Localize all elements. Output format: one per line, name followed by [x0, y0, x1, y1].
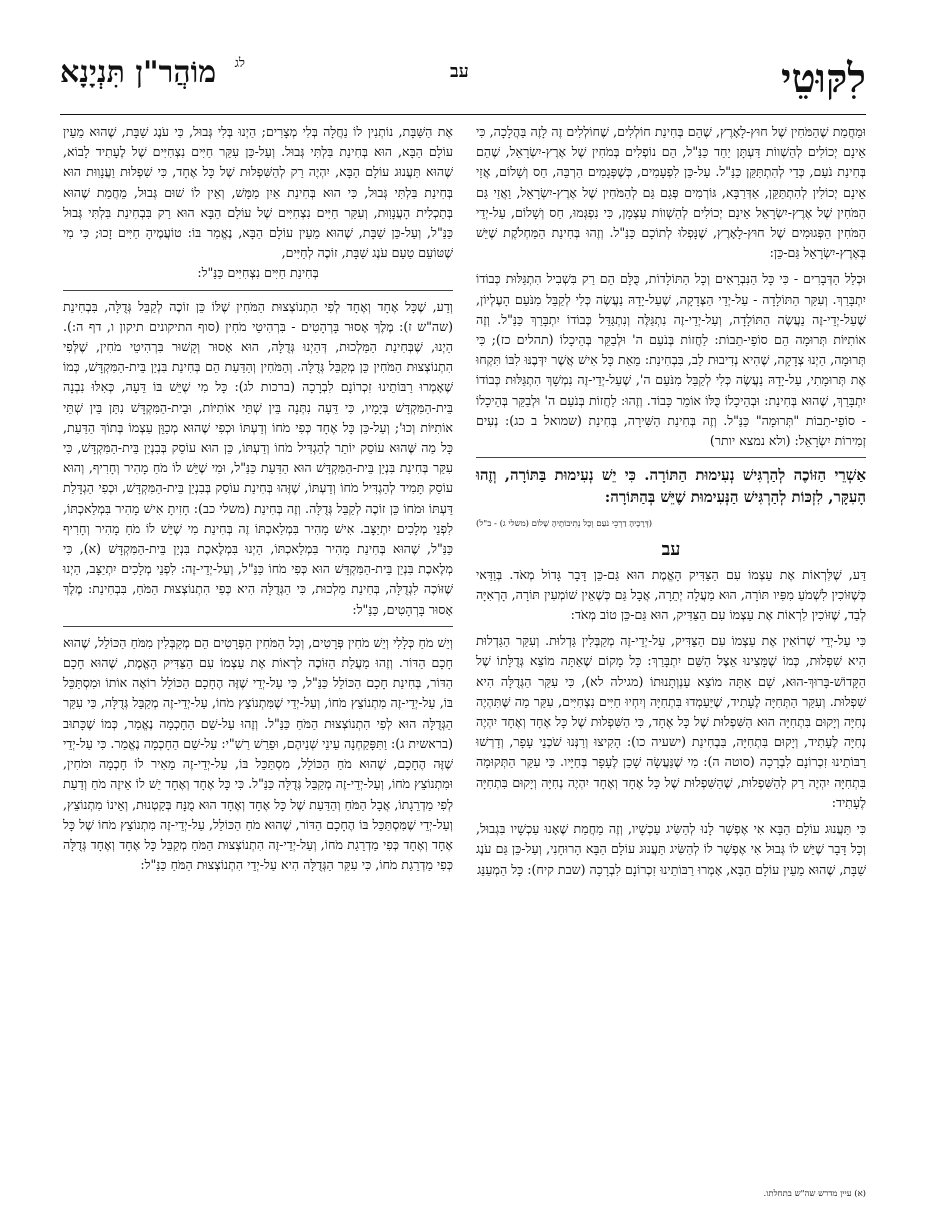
headline: אַשְׁרֵי הַזּוֹכֶה לְהַרְגִּישׁ נְעִימוּת הַתּוֹרָה. כִּי יֵשׁ נְעִימוּת בַּתּוֹרָה, וְזֶהוּ הָעִקָּר, לִזְכּוֹת לְהַרְגִּישׁ הַנְּעִימוּת שֶׁיֵּשׁ בְּהַתּוֹרָה: [476, 466, 866, 507]
left-column [63, 122, 453, 881]
page-header [60, 55, 866, 115]
right-column [476, 122, 866, 886]
header-rule [60, 114, 866, 115]
footnote: (א) עיין מדרש שה"ש בתחלתו. [763, 1189, 866, 1199]
book-title-right: לִקּוּטֵי [781, 55, 866, 102]
paragraph: אֶת הַשַּׁבָּת, נוֹתְנִין לוֹ נַחֲלָה בְּלִי מְצָרִים; הַיְנוּ בְּלִי גְּבוּל, כִּי עֹנֶג שַׁבָּת, שֶׁהוּא מֵעֵין עוֹלָם הַבָּא, הוּא בְּחִינַת בִּלְתִּי גְּבוּל. וְעַל-כֵּן עִקַּר חַיִּים נִצְחִיִּים שֶׁל לֶעָתִיד לָבוֹא, שֶׁהוּא תַּעֲנוּג עוֹלָם הַבָּא, יִהְיֶה רַק לְהַשִּׁפְלוּת שֶׁל כָּל אֶחָד, כִּי שִׁפְלוּת וַעֲנָוִוּת הוּא בְּחִינַת בִּלְתִּי גְּבוּל, כִּי הוּא בְּחִינַת אַיִן מַמָּשׁ, וְאֵין לוֹ שׁוּם גְּבוּל, מֵחֲמַת שֶׁהוּא בְּתַכְלִית הָעֲנָוִוּת, וְעִקַּר חַיִּים נִצְחִיִּים שֶׁל עוֹלָם הַבָּא הוּא רַק בִּבְחִינַת בִּלְתִּי גְּבוּל כַּנַּ"ל, וְעַל-כֵּן שַׁבָּת, שֶׁהוּא מֵעֵין עוֹלָם הַבָּא, נֶאֱמַר בּוֹ: טוֹעֲמֶיהָ חַיִּים זָכוּ; כִּי מִי שֶׁטּוֹעֵם טַעַם עֹנֶג שַׁבָּת, זוֹכֶה לְחַיִּים, [63, 124, 453, 261]
paragraph: וְדַע, שֶׁכָּל אֶחָד וְאֶחָד לְפִי הִתְנוֹצְצוּת הַמֹּחִין שֶׁלּוֹ כֵּן זוֹכֶה לְקַבֵּל גְּדֻלָּה, בִּבְחִינַת (שה"ש ז): מֶלֶךְ אָסוּר בָּרְהָטִים - בִּרְהִיטֵי מֹחִין (סוף התיקונים תיקון ו, דף ה:). הַיְנוּ, שֶׁבְּחִינַת הַמַּלְכוּת, דְּהַיְנוּ גְּדֻלָּה, הוּא אָסוּר וְקָשׁוּר בִּרְהִיטֵי מֹחִין, שֶׁלְּפִי הִתְנוֹצְצוּת הַמֹּחִין כֵּן מְקַבֵּל גְּדֻלָּה. וְהַמֹּחִין וְהַדַּעַת הֵם בְּחִינַת בִּנְיַן בֵּית-הַמִּקְדָּשׁ, כְּמוֹ שֶׁאָמְרוּ רַבּוֹתֵינוּ זִכְרוֹנָם לִבְרָכָה (ברכות לג): כָּל מִי שֶׁיֵּשׁ בּוֹ דֵּעָה, כְּאִלּוּ נִבְנָה בֵּית-הַמִּקְדָּשׁ בְּיָמָיו, כִּי דֵּעָה נִתְּנָה בֵּין שְׁתֵּי אוֹתִיּוֹת, וּבֵית-הַמִּקְדָּשׁ נִתַּן בֵּין שְׁתֵּי אוֹתִיּוֹת וְכוּ'; וְעַל-כֵּן כָּל אֶחָד כְּפִי מֹחוֹ וְדַעְתּוֹ וּכְפִי שֶׁהוּא מְכַוֵּן עַצְמוֹ בְּתוֹךְ הַדַּעַת, כָּל מַה שֶּׁהוּא עוֹסֵק יוֹתֵר לְהַגְדִּיל מֹחוֹ וְדַעְתּוֹ, כֵּן הוּא עוֹסֵק בְּבִנְיַן בֵּית-הַמִּקְדָּשׁ, כִּי עִקַּר בְּחִינַת בִּנְיַן בֵּית-הַמִּקְדָּשׁ הוּא הַדַּעַת כַּנַּ"ל, וּמִי שֶׁיֵּשׁ לוֹ מֹחַ מָהִיר וְחָרִיף, וְהוּא עוֹסֵק תָּמִיד לְהַגְדִּיל מֹחוֹ וְדַעְתּוֹ, שֶׁזֶּהוּ בְּחִינַת עוֹסֵק בְּבִנְיַן בֵּית-הַמִּקְדָּשׁ, וּכְפִי הַגְדָּלַת דַּעְתּוֹ וּמֹחוֹ כֵּן זוֹכֶה לְקַבֵּל גְּדֻלָּה. וְזֶה בְּחִינַת (משלי כב): חָזִיתָ אִישׁ מָהִיר בִּמְלַאכְתּוֹ, לִפְנֵי מְלָכִים יִתְיַצָּב. אִישׁ מָהִיר בִּמְלַאכְתּוֹ זֶה בְּחִינַת מִי שֶׁיֵּשׁ לוֹ מֹחַ מָהִיר וְחָרִיף כַּנַּ"ל, שֶׁהוּא בְּחִינַת מָהִיר בִּמְלַאכְתּוֹ, הַיְנוּ בִּמְלֶאכֶת בִּנְיַן בֵּית-הַמִּקְדָּשׁ (א), כִּי מְלֶאכֶת בִּנְיַן בֵּית-הַמִּקְדָּשׁ הוּא כְּפִי מֹחוֹ כַּנַּ"ל, וְעַל-יְדֵי-זֶה: לִפְנֵי מְלָכִים יִתְיַצָּב, הַיְנוּ שֶׁזּוֹכֶה לִגְדֻלָּה, בְּחִינַת מַלְכוּת, כִּי הַגְּדֻלָּה הִיא כְּפִי הִתְנוֹצְצוּת הַמֹּחַ, בִּבְחִינַת: מֶלֶךְ אָסוּר בָּרְהָטִים, כַּנַּ"ל: [63, 298, 453, 617]
running-title-left [60, 55, 245, 90]
divider [63, 626, 453, 627]
book-title-left: מוֹהֲר"ן תִּנְיָנָא [60, 55, 217, 90]
paragraph: וְיֵשׁ מֹחַ כְּלָלִי וְיֵשׁ מֹחִין פְּרָטִים, וְכָל הַמֹּחִין הַפְּרָטִים הֵם מְקַבְּלִין מִמֹּחַ הַכּוֹלֵל, שֶׁהוּא חָכָם הַדּוֹר. וְזֶהוּ מַעֲלַת הַזּוֹכֶה לִרְאוֹת אֶת עַצְמוֹ עִם הַצַּדִּיק הָאֱמֶת, שֶׁהוּא חָכָם הַדּוֹר, בְּחִינַת חָכָם הַכּוֹלֵל כַּנַּ"ל, כִּי עַל-יְדֵי שֶׁזֶּה הֶחָכָם הַכּוֹלֵל רוֹאֶה אוֹתוֹ וּמִסְתַּכֵּל בּוֹ, עַל-יְדֵי-זֶה מִתְנוֹצֵץ מֹחוֹ, וְעַל-יְדֵי שֶׁמִּתְנוֹצֵץ מֹחוֹ, עַל-יְדֵי-זֶה מְקַבֵּל גְּדֻלָּה, כִּי עִקַּר הַגְּדֻלָּה הוּא לְפִי הִתְנוֹצְצוּת הַמֹּחַ כַּנַּ"ל. וְזֶהוּ עַל-שֵׁם הַחָכְמָה נֶאֱמַר, כְּמוֹ שֶׁכָּתוּב (בראשית ג): וַתִּפָּקַחְנָה עֵינֵי שְׁנֵיהֶם, וּפֵרֵשׁ רַשִׁ"י: עַל-שֵׁם הַחָכְמָה נֶאֱמַר. כִּי עַל-יְדֵי שֶׁזֶּה הֶחָכָם, שֶׁהוּא מֹחַ הַכּוֹלֵל, מִסְתַּכֵּל בּוֹ, עַל-יְדֵי-זֶה מֵאִיר לוֹ חָכְמָה וּמֹחִין, וּמִתְנוֹצֵץ מֹחוֹ, וְעַל-יְדֵי-זֶה מְקַבֵּל גְּדֻלָּה כַּנַּ"ל. כִּי כָּל אֶחָד וְאֶחָד יֵשׁ לוֹ אֵיזֶה מֹחַ וְדַעַת לְפִי מַדְרֵגָתוֹ, אֲבָל הַמֹּחַ וְהַדַּעַת שֶׁל כָּל אֶחָד וְאֶחָד הוּא מֻנָּח בְּקַטְנוּת, וְאֵינוֹ מִתְנוֹצֵץ, וְעַל-יְדֵי שֶׁמִּסְתַּכֵּל בּוֹ הֶחָכָם הַדּוֹר, שֶׁהוּא מֹחַ הַכּוֹלֵל, עַל-יְדֵי-זֶה מִתְנוֹצֵץ מֹחוֹ שֶׁל כָּל אֶחָד וְאֶחָד כְּפִי מַדְרֵגַת מֹחוֹ, וְעַל-יְדֵי-זֶה הִתְנוֹצְצוּת הַמֹּחַ מְקַבֵּל כָּל אֶחָד וְאֶחָד גְּדֻלָּה כְּפִי מַדְרֵגַת מֹחוֹ, כִּי עִקַּר הַגְּדֻלָּה הִיא עַל-יְדֵי הִתְנוֹצְצוּת הַמֹּחַ כַּנַּ"ל: [63, 634, 453, 873]
paragraph-end: בְּחִינַת חַיִּים נִצְחִיִּים כַּנַּ"ל: [197, 265, 319, 281]
paragraph: כִּי תַּעֲנוּג עוֹלָם הַבָּא אִי אֶפְשָׁר לָנוּ לְהַשִּׂיג עַכְשָׁיו, וְזֶה מֵחֲמַת שֶׁאָנוּ עַכְשָׁיו בִּגְבוּל, וְכָל דָּבָר שֶׁיֵּשׁ לוֹ גְּבוּל אִי אֶפְשָׁר לוֹ לְהַשִּׂיג תַּעֲנוּג עוֹלָם הַבָּא הָרוּחָנִי, וְעַל-כֵּן גַּם עֹנֶג שַׁבָּת, שֶׁהוּא מֵעֵין עוֹלָם הַבָּא, אָמְרוּ רַבּוֹתֵינוּ זִכְרוֹנָם לִבְרָכָה (שבת קיח): כָּל הַמְעַנֵּג [476, 821, 866, 877]
paragraph: וּמֵחֲמַת שֶׁהַמֹּחִין שֶׁל חוּץ-לָאָרֶץ, שֶׁהֵם בְּחִינַת חוֹלְלִים, שֶׁחוֹלְלִים זֶה לָזֶה בַּהֲלָכָה, כִּי אֵינָם יְכוֹלִים לְהַשְׁווֹת דַּעְתָּן יַחַד כַּנַּ"ל, הֵם נוֹפְלִים בְּמֹחִין שֶׁל אֶרֶץ-יִשְׂרָאֵל, שֶׁהֵם בְּחִינַת נֹעַם, כְּדֵי לְהִתְתַּקֵּן כַּנַּ"ל. עַל-כֵּן לִפְעָמִים, כְּשֶׁפְּגָמִים הַרְבֵּה, חַס וְשָׁלוֹם, אֲזַי אֵינָם יְכוֹלִין לְהִתְתַּקֵּן, אַדְּרַבָּא, גּוֹרְמִים פְּגַם גַּם לְהַמֹּחִין שֶׁל אֶרֶץ-יִשְׂרָאֵל, וַאֲזַי גַּם הַמֹּחִין שֶׁל אֶרֶץ-יִשְׂרָאֵל אֵינָם יְכוֹלִים לְהַשְׁווֹת עַצְמָן, כִּי נִפְגְּמוּ, חַס וְשָׁלוֹם, עַל-יְדֵי הַמֹּחִין הַפְּגוּמִים שֶׁל חוּץ-לָאָרֶץ, שֶׁנָּפְלוּ לְתוֹכָם כַּנַּ"ל. וְזֶהוּ בְּחִינַת הַמַּחְלֹקֶת שֶׁיֵּשׁ בְּאֶרֶץ-יִשְׂרָאֵל גַּם-כֵּן: [476, 124, 866, 261]
section-mark: עב [661, 539, 681, 561]
paragraph: דַּע, שֶׁלִּרְאוֹת אֶת עַצְמוֹ עִם הַצַּדִּיק הָאֱמֶת הוּא גַּם-כֵּן דָּבָר גָּדוֹל מְאֹד. בְּוַדַּאי כְּשֶׁזּוֹכִין לִשְׁמֹעַ מִפִּיו תּוֹרָה, הוּא מַעֲלָה יְתֵרָה, אֲבָל גַּם כְּשֶׁאֵין שׁוֹמְעִין תּוֹרָה, הָרְאִיָּה לְבַד, שֶׁזּוֹכִין לִרְאוֹת אֶת עַצְמוֹ עִם הַצַּדִּיק, הוּא גַּם-כֵּן טוֹב מְאֹד: [476, 566, 866, 623]
divider [63, 290, 453, 291]
siman-number: עב [450, 61, 469, 82]
headline-citation: (דְּרָכֶיהָ דַרְכֵי נֹעַם וְכָל נְתִיבוֹתֶיהָ שָׁלוֹם (משלי ג) - ב"ל) [476, 519, 653, 530]
divider [476, 457, 866, 458]
paragraph: וּכְלַל הַדְּבָרִים - כִּי כָּל הַנִּבְרָאִים וְכָל הַתּוֹלָדוֹת, כֻּלָּם הֵם רַק בִּשְׁבִיל הִתְגַּלּוּת כְּבוֹדוֹ יִתְבָּרַךְ. וְעִקַּר הַתּוֹלָדָה - עַל-יְדֵי הַצְּדָקָה, שֶׁעַל-יָדָהּ נַעֲשֶׂה כְּלִי לְקַבֵּל מִנֹּעַם הָעֶלְיוֹן, שֶׁעַל-יְדֵי-זֶה נַעֲשֶׂה הַתּוֹלָדָה, וְעַל-יְדֵי-זֶה נִתְגַּלֶּה וְנִתְגַּדֵּל כְּבוֹדוֹ יִתְבָּרַךְ כַּנַּ"ל. וְזֶה אוֹתִיּוֹת תְּרוּמָה הֵם סוֹפֵי-תֵבוֹת: לַחֲזוֹת בְּנֹעַם ה' וּלְבַקֵּר בְּהֵיכָלוֹ (תהלים כז); כִּי תְּרוּמָה, הַיְנוּ צְדָקָה, שֶׁהִיא נְדִיבוּת לֵב, בִּבְחִינַת: מֵאֵת כָּל אִישׁ אֲשֶׁר יִדְּבֶנּוּ לִבּוֹ תִּקְחוּ אֶת תְּרוּמָתִי, עַל-יָדָהּ נַעֲשֶׂה כְּלִי לְקַבֵּל מִנֹּעַם ה', שֶׁעַל-יְדֵי-זֶה נִמְשָׁךְ הִתְגַּלּוּת כְּבוֹדוֹ יִתְבָּרַךְ, שֶׁהוּא בְּחִינַת: וּבְהֵיכָלוֹ כֻּלּוֹ אוֹמֵר כָּבוֹד. וְזֶהוּ: לַחֲזוֹת בְּנֹעַם ה' וּלְבַקֵּר בְּהֵיכָלוֹ - סוֹפֵי-תֵבוֹת "תְּרוּמָה" כַּנַּ"ל. וְזֶה בְּחִינַת הַשִּׁירָה, בְּחִינַת (שמואל ב כג): נְעִים זְמִירוֹת יִשְׂרָאֵל: (ולא נמצא יותר) [476, 271, 866, 449]
paragraph: כִּי עַל-יְדֵי שֶׁרוֹאִין אֶת עַצְמוֹ עִם הַצַּדִּיק, עַל-יְדֵי-זֶה מְקַבְּלִין גַּדְלוּת. וְעִקַּר הַגַּדְלוּת הִיא שִׁפְלוּת, כְּמוֹ שֶׁמָּצִינוּ אֵצֶל הַשֵּׁם יִתְבָּרַךְ: כָּל מָקוֹם שֶׁאַתָּה מוֹצֵא גְּדֻלָּתוֹ שֶׁל הַקָּדוֹשׁ-בָּרוּךְ-הוּא, שָׁם אַתָּה מוֹצֵא עַנְוְתָנוּתוֹ (מגילה לא), כִּי עִקַּר הַגְּדֻלָּה הִיא שִׁפְלוּת. וְעִקַּר הַתְּחִיָּה לֶעָתִיד, שֶׁיַּעַמְדוּ בִּתְחִיָּה וְיִחְיוּ חַיִּים נִצְחִיִּים, עִקַּר מַה שֶּׁתִּהְיֶה נְחִיָּה וְיָקוּם בִּתְחִיָּה הוּא הַשִּׁפְלוּת שֶׁל כָּל אֶחָד, כִּי הַשִּׁפְלוּת שֶׁל כָּל אֶחָד וְאֶחָד יִהְיֶה נְחִיָּה לֶעָתִיד, וְיָקוּם בִּתְחִיָּה, בִּבְחִינַת (ישעיה כו): הָקִיצוּ וְרַנְּנוּ שֹׁכְנֵי עָפָר, וְדָרְשׁוּ רַבּוֹתֵינוּ זִכְרוֹנָם לִבְרָכָה (סוטה ה): מִי שֶׁנַּעֲשָׂה שָׁכֵן לֶעָפָר בְּחַיָּיו. כִּי עִקַּר הַתְּקוּמָה בִּתְחִיָּה יִהְיֶה רַק לְהַשִּׁפְלוּת, שֶׁהַשִּׁפְלוּת שֶׁל כָּל אֶחָד וְאֶחָד יִהְיֶה נְחִיָּה וְיָקוּם בִּתְחִיָּה לֶעָתִיד: [476, 633, 867, 810]
page-number: לג [234, 56, 245, 71]
